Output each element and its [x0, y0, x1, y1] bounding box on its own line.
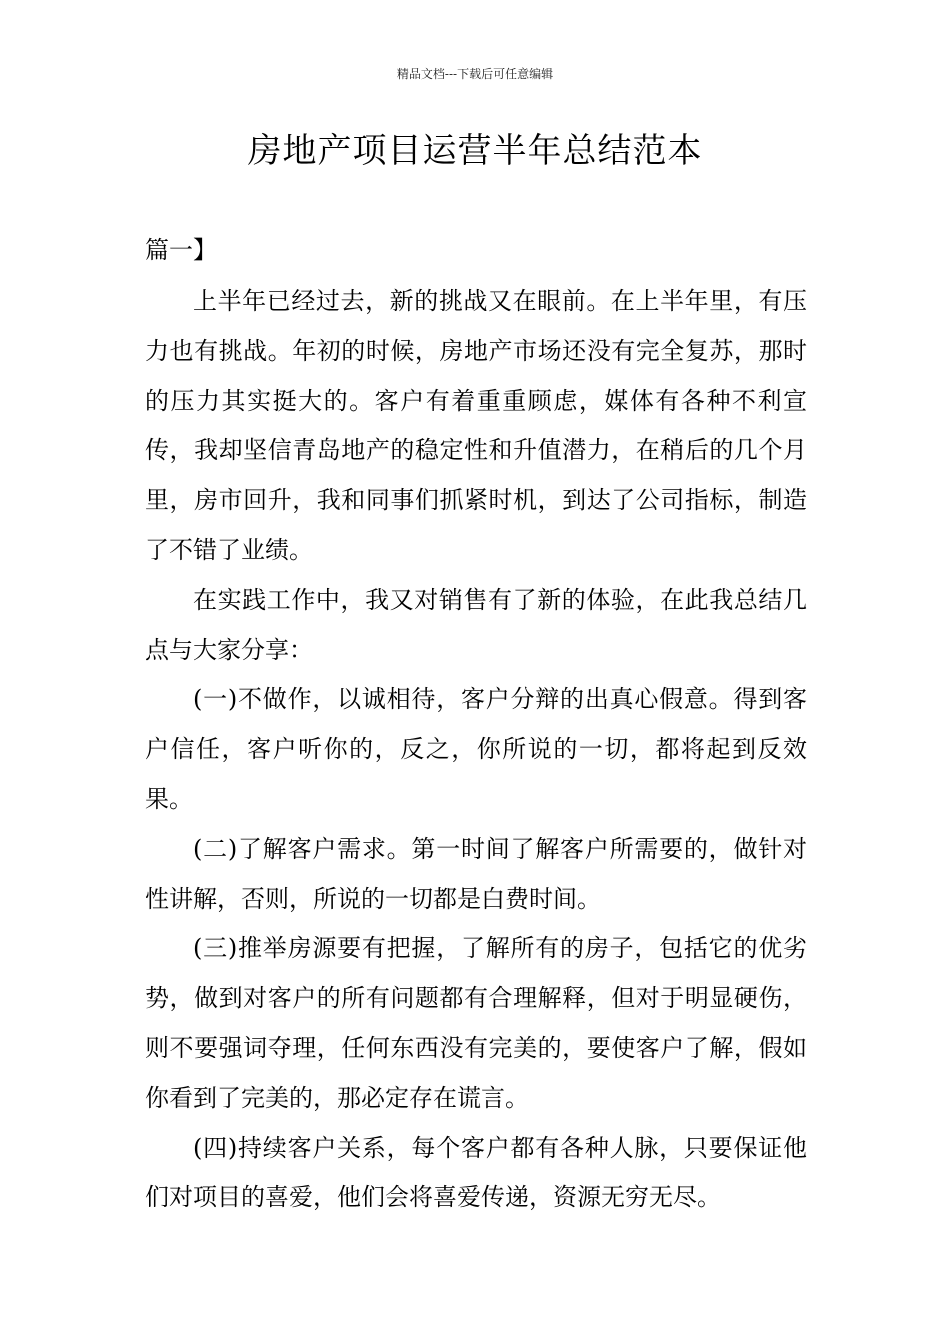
- page-header: 精品文档---下载后可任意编辑: [396, 67, 554, 81]
- section-label: 篇一】: [145, 236, 217, 264]
- paragraph-point-2: (二)了解客户需求。第一时间了解客户所需要的，做针对性讲解，否则，所说的一切都是白费时间。: [145, 834, 807, 913]
- document-title: 房地产项目运营半年总结范本: [247, 131, 703, 171]
- paragraph-point-3: (三)推举房源要有把握，了解所有的房子，包括它的优劣势，做到对客户的所有问题都有合理解释，但对于明显硬伤，则不要强词夺理，任何东西没有完美的，要使客户了解，假如你看到了完美的，那必定存在谎言。: [145, 934, 807, 1112]
- paragraph-point-4: (四)持续客户关系，每个客户都有各种人脉，只要保证他们对项目的喜爱，他们会将喜爱传递，资源无穷无尽。: [145, 1133, 807, 1212]
- paragraph-intro: 上半年已经过去，新的挑战又在眼前。在上半年里，有压力也有挑战。年初的时候，房地产市场还没有完全复苏，那时的压力其实挺大的。客户有着重重顾虑，媒体有各种不利宣传，我却坚信青岛地产的稳定性和升值潜力，在稍后的几个月里，房市回升，我和同事们抓紧时机，到达了公司指标，制造了不错了业绩。: [145, 287, 807, 564]
- paragraph-point-1: (一)不做作，以诚相待，客户分辩的出真心假意。得到客户信任，客户听你的，反之，你所说的一切，都将起到反效果。: [145, 685, 807, 813]
- paragraph-summary-lead: 在实践工作中，我又对销售有了新的体验，在此我总结几点与大家分享：: [145, 585, 807, 664]
- document-body: [145, 277, 807, 1223]
